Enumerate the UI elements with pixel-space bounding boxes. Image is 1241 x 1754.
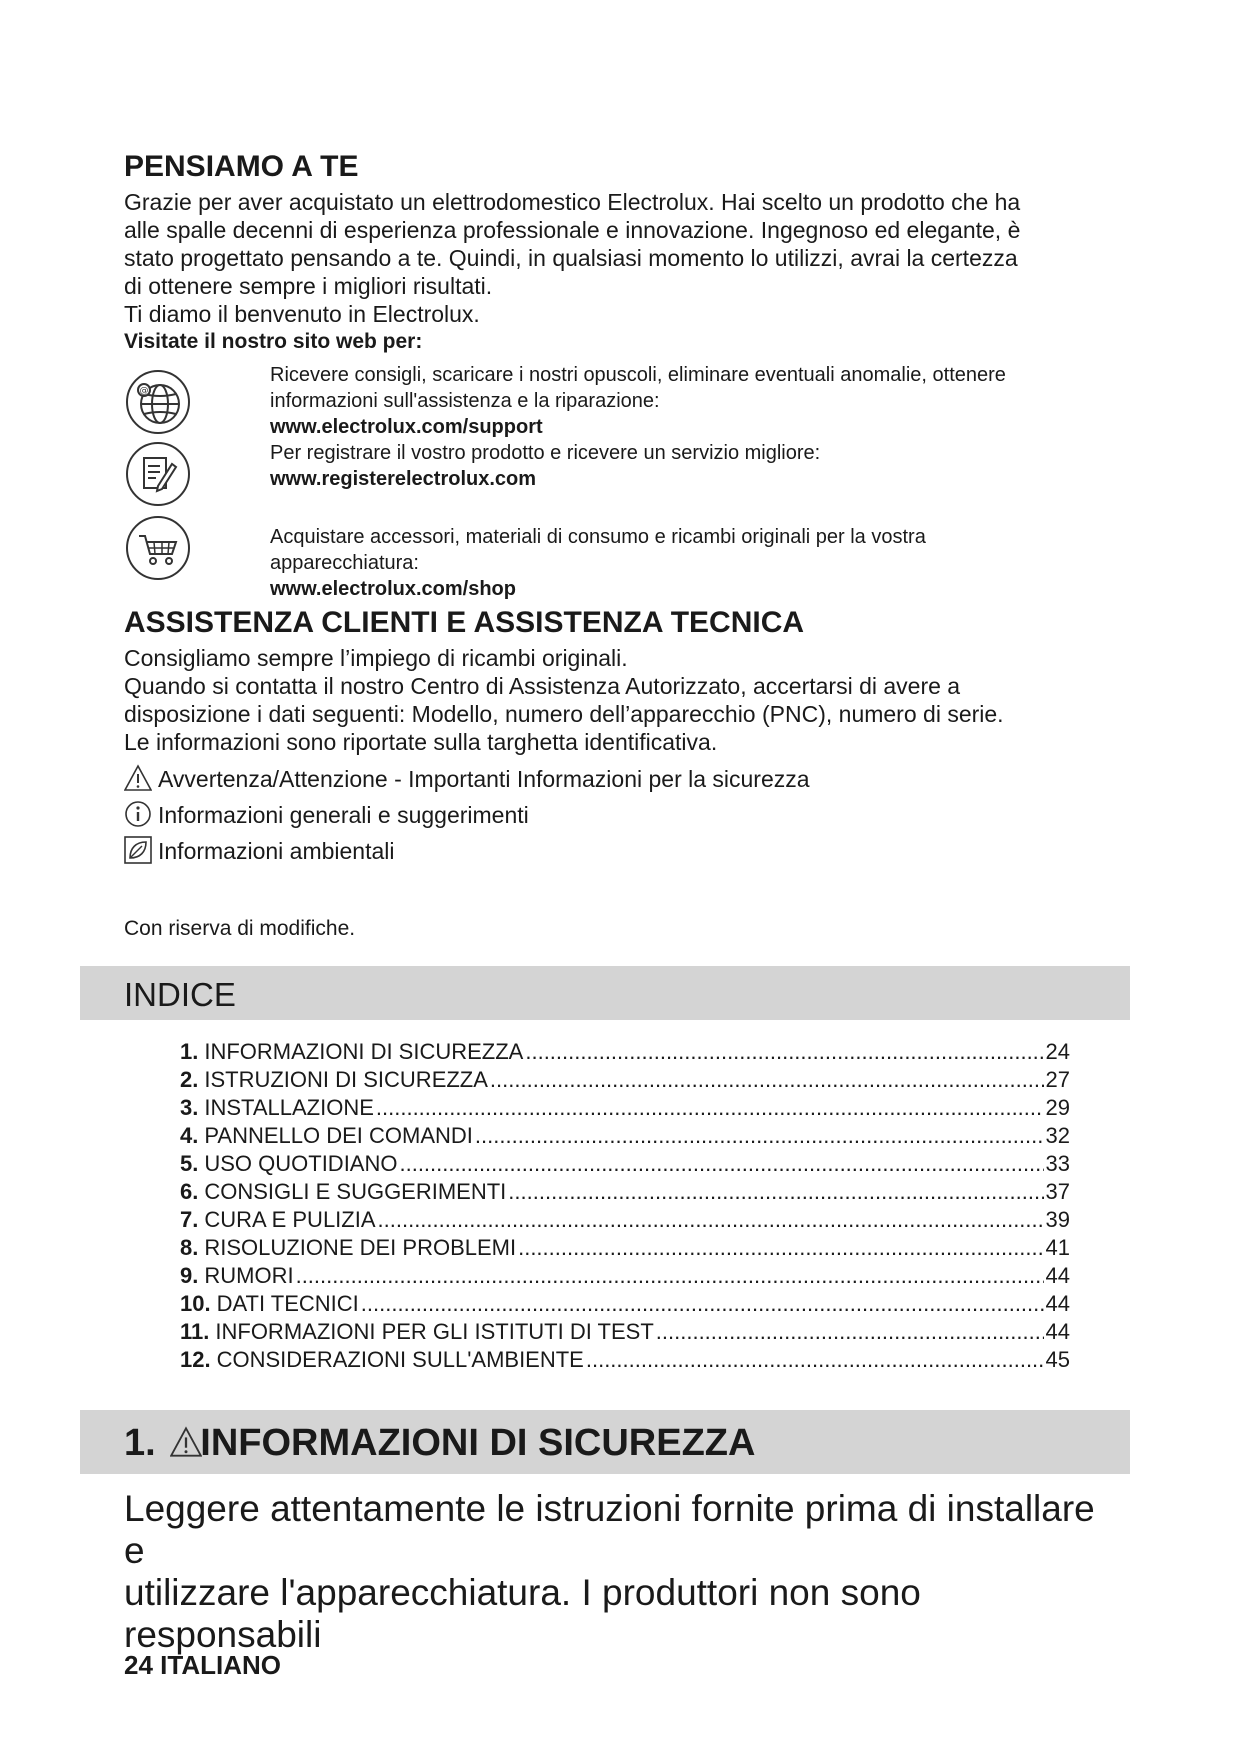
- visit-text: [270, 524, 1110, 602]
- toc-leader: [518, 1234, 1043, 1262]
- cart-icon: [124, 514, 192, 582]
- toc-item[interactable]: [180, 1262, 1070, 1290]
- toc-label: INFORMAZIONI DI SICUREZZA: [204, 1039, 524, 1064]
- toc-item[interactable]: [180, 1066, 1070, 1094]
- toc-item[interactable]: [180, 1206, 1070, 1234]
- toc-label: INFORMAZIONI PER GLI ISTITUTI DI TEST: [215, 1319, 654, 1344]
- toc-label: CONSIGLI E SUGGERIMENTI: [204, 1179, 507, 1204]
- toc-item[interactable]: [180, 1150, 1070, 1178]
- toc-label: PANNELLO DEI COMANDI: [204, 1123, 473, 1148]
- toc-leader: [475, 1122, 1044, 1150]
- toc-number: 4.: [180, 1123, 199, 1148]
- toc-label: CONSIDERAZIONI SULL'AMBIENTE: [216, 1347, 584, 1372]
- support-title: ASSISTENZA CLIENTI E ASSISTENZA TECNICA: [124, 606, 805, 639]
- toc-label: USO QUOTIDIANO: [204, 1151, 398, 1176]
- toc-leader: [490, 1066, 1044, 1094]
- toc-number: 12.: [180, 1347, 211, 1372]
- toc-page: 27: [1045, 1067, 1070, 1092]
- shop-link[interactable]: www.electrolux.com/shop: [270, 578, 516, 600]
- toc-item[interactable]: [180, 1234, 1070, 1262]
- toc-number: 11.: [180, 1319, 210, 1344]
- index-band: [80, 966, 1130, 1020]
- visit-line: apparecchiatura:: [270, 552, 419, 574]
- intro-line: alle spalle decenni di esperienza professionale e innovazione. Ingegnoso ed elegante, è: [124, 217, 1021, 243]
- section1-lead: [124, 1488, 1124, 1656]
- legend-label: Informazioni ambientali: [158, 838, 395, 864]
- lead-line: Leggere attentamente le istruzioni fornite prima di installare e: [124, 1488, 1095, 1571]
- support-link[interactable]: www.electrolux.com/support: [270, 416, 543, 438]
- toc-item[interactable]: [180, 1318, 1070, 1346]
- toc-leader: [361, 1290, 1044, 1318]
- toc-item[interactable]: [180, 1038, 1070, 1066]
- toc-number: 6.: [180, 1179, 199, 1204]
- toc-leader: [399, 1150, 1043, 1178]
- intro-title: PENSIAMO A TE: [124, 150, 359, 183]
- warning-icon: [124, 764, 152, 792]
- toc-label: RISOLUZIONE DEI PROBLEMI: [204, 1235, 517, 1260]
- toc-number: 5.: [180, 1151, 199, 1176]
- globe-icon: [124, 368, 192, 436]
- toc-label: DATI TECNICI: [216, 1291, 359, 1316]
- legend-label: Informazioni generali e suggerimenti: [158, 802, 529, 828]
- legend-info: [124, 798, 529, 832]
- toc-number: 10.: [180, 1291, 211, 1316]
- intro-line: stato progettato pensando a te. Quindi, in qualsiasi momento lo utilizzi, avrai la certezza: [124, 245, 1018, 271]
- info-icon: [124, 800, 152, 828]
- toc-number: 9.: [180, 1263, 199, 1288]
- toc-item[interactable]: [180, 1290, 1070, 1318]
- toc-leader: [586, 1346, 1044, 1374]
- toc-page: 24: [1045, 1039, 1070, 1064]
- toc-number: 2.: [180, 1067, 199, 1092]
- page-footer: 24 ITALIANO: [124, 1650, 281, 1680]
- intro-text: [124, 188, 1114, 356]
- visit-label: Visitate il nostro sito web per:: [124, 330, 423, 353]
- toc-page: 37: [1045, 1179, 1070, 1204]
- toc-page: 44: [1045, 1263, 1070, 1288]
- toc-number: 8.: [180, 1235, 199, 1260]
- visit-line: Per registrare il vostro prodotto e ricevere un servizio migliore:: [270, 442, 821, 464]
- toc-leader: [656, 1318, 1044, 1346]
- register-link[interactable]: www.registerelectrolux.com: [270, 468, 537, 490]
- toc-leader: [296, 1262, 1044, 1290]
- legend-environment: [124, 834, 395, 868]
- support-line: Consigliamo sempre l’impiego di ricambi originali.: [124, 645, 628, 671]
- toc-item[interactable]: [180, 1122, 1070, 1150]
- toc-number: 1.: [180, 1039, 199, 1064]
- toc-label: INSTALLAZIONE: [204, 1095, 374, 1120]
- toc-page: 44: [1045, 1291, 1070, 1316]
- visit-text: [270, 362, 1110, 440]
- visit-line: Acquistare accessori, materiali di consumo e ricambi originali per la vostra: [270, 526, 926, 548]
- toc-page: 41: [1045, 1235, 1070, 1260]
- toc-leader: [376, 1094, 1044, 1122]
- toc-leader: [378, 1206, 1044, 1234]
- toc-label: CURA E PULIZIA: [204, 1207, 376, 1232]
- visit-line: Ricevere consigli, scaricare i nostri opuscoli, eliminare eventuali anomalie, ottenere: [270, 364, 1006, 386]
- visit-line: informazioni sull'assistenza e la riparazione:: [270, 390, 660, 412]
- intro-line: di ottenere sempre i migliori risultati.: [124, 273, 493, 299]
- section1-number: 1.: [124, 1422, 156, 1464]
- visit-text: [270, 440, 1110, 492]
- toc-label: RUMORI: [204, 1263, 294, 1288]
- legend-label: Avvertenza/Attenzione - Importanti Informazioni per la sicurezza: [158, 766, 810, 792]
- support-line: disposizione i dati seguenti: Modello, numero dell’apparecchio (PNC), numero di serie.: [124, 701, 1004, 727]
- support-line: Le informazioni sono riportate sulla targhetta identificativa.: [124, 729, 718, 755]
- lead-line: utilizzare l'apparecchiatura. I produttori non sono responsabili: [124, 1572, 921, 1655]
- toc-page: 45: [1045, 1347, 1070, 1372]
- toc-page: 33: [1045, 1151, 1070, 1176]
- toc-page: 32: [1045, 1123, 1070, 1148]
- svg-text:@: @: [139, 386, 149, 396]
- toc-leader: [508, 1178, 1043, 1206]
- toc-item[interactable]: [180, 1094, 1070, 1122]
- legend-warning: [124, 762, 810, 796]
- toc-page: 44: [1045, 1319, 1070, 1344]
- toc-item[interactable]: [180, 1178, 1070, 1206]
- section1-title: INFORMAZIONI DI SICUREZZA: [200, 1422, 756, 1464]
- toc-number: 7.: [180, 1207, 199, 1232]
- support-text: [124, 644, 1114, 756]
- leaf-icon: [124, 836, 152, 864]
- toc-page: 29: [1045, 1095, 1070, 1120]
- register-icon: [124, 440, 192, 508]
- toc-leader: [525, 1038, 1043, 1066]
- warning-icon: [170, 1426, 202, 1458]
- toc-page: 39: [1045, 1207, 1070, 1232]
- section1-heading: [124, 1422, 755, 1465]
- toc-label: ISTRUZIONI DI SICUREZZA: [204, 1067, 488, 1092]
- index-title: INDICE: [124, 976, 236, 1013]
- table-of-contents: [180, 1038, 1070, 1374]
- intro-line: Grazie per aver acquistato un elettrodomestico Electrolux. Hai scelto un prodotto che ha: [124, 189, 1021, 215]
- intro-line: Ti diamo il benvenuto in Electrolux.: [124, 301, 480, 327]
- toc-item[interactable]: [180, 1346, 1070, 1374]
- section1-band: [80, 1410, 1130, 1474]
- modifications-note: Con riserva di modifiche.: [124, 917, 356, 940]
- support-line: Quando si contatta il nostro Centro di Assistenza Autorizzato, accertarsi di avere a: [124, 673, 961, 699]
- toc-number: 3.: [180, 1095, 199, 1120]
